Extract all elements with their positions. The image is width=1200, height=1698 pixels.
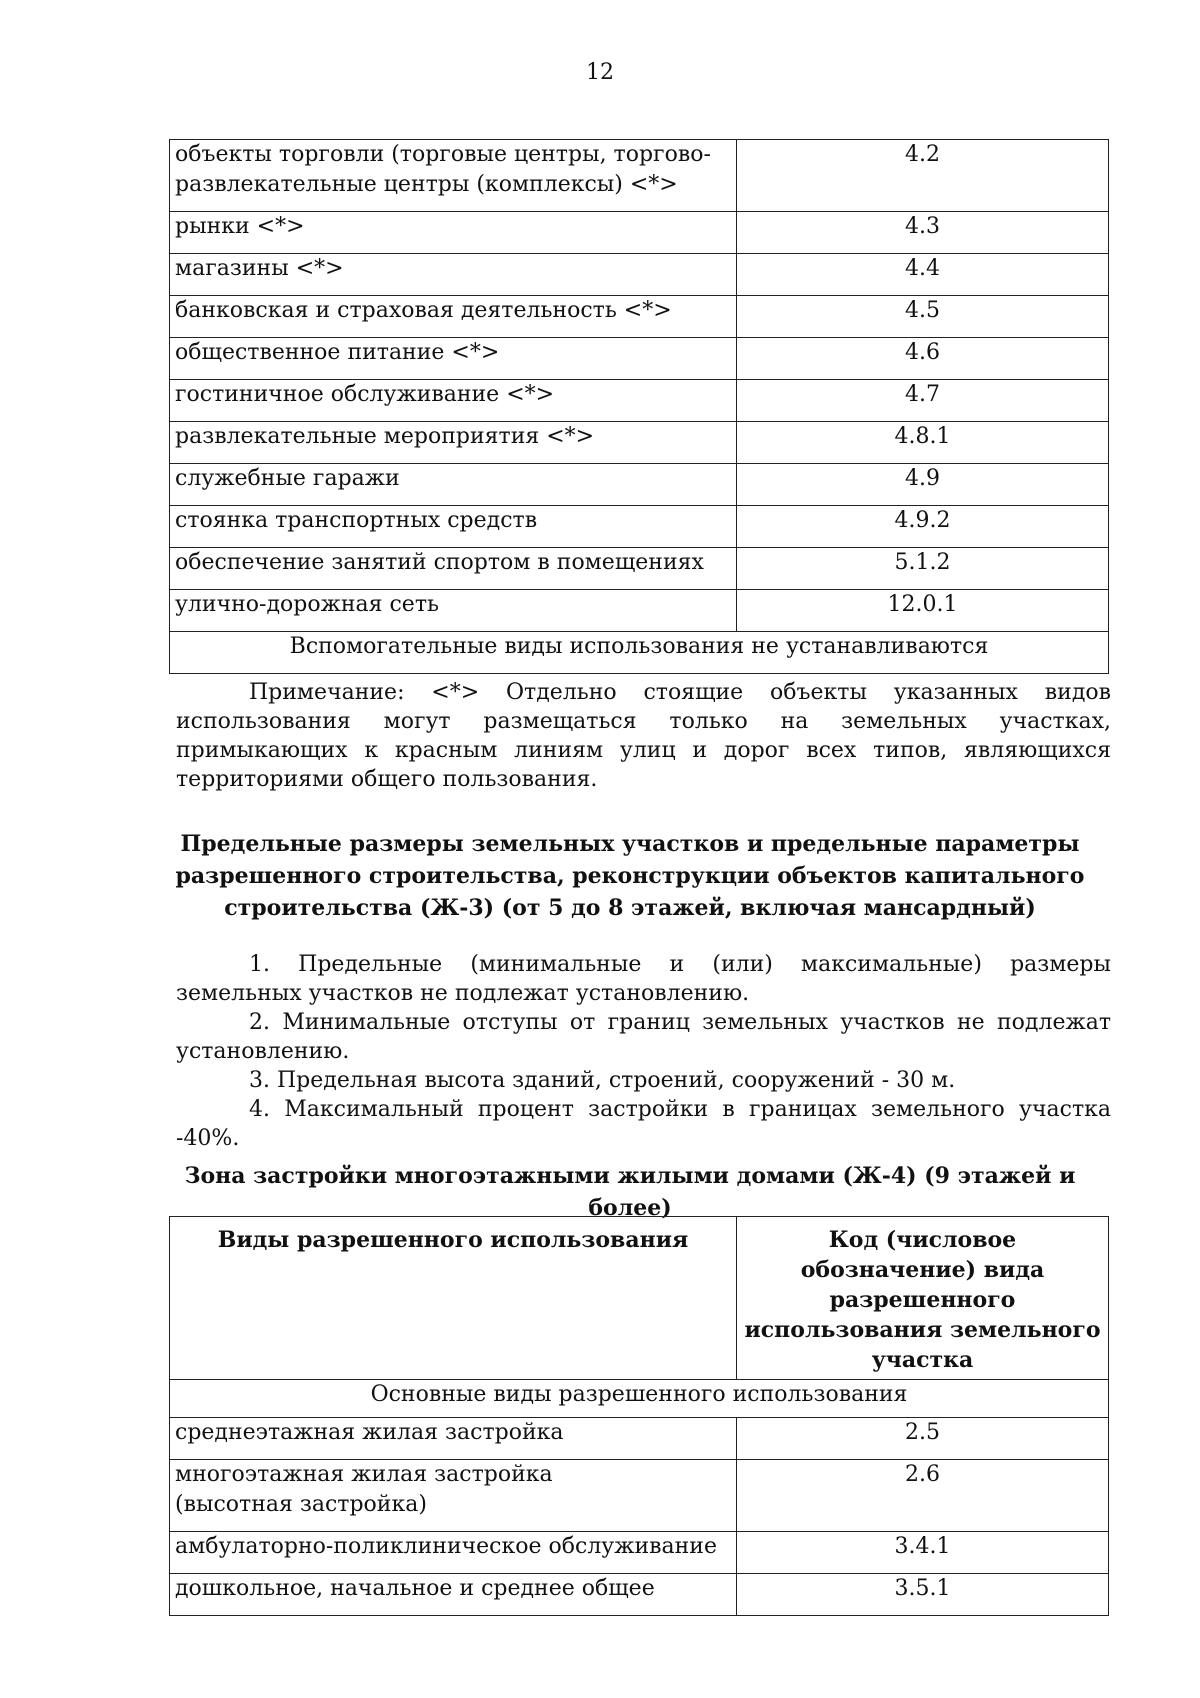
use-code: 4.5 [737,296,1109,338]
list-item: 2. Минимальные отступы от границ земельных участков не подлежат установлению. [176,1010,1111,1064]
table-row [170,338,1109,380]
use-code: 12.0.1 [737,590,1109,632]
table-row [170,1460,1109,1532]
use-code: 2.5 [737,1418,1109,1460]
use-name: гостиничное обслуживание <*> [170,380,737,422]
table-header-row [170,1217,1109,1380]
table-row [170,296,1109,338]
table-row [170,140,1109,212]
use-code: 2.6 [737,1460,1109,1532]
section-heading: Предельные размеры земельных участков и предельные параметры разрешенного строительства, реконструкции объектов капитального строительства (Ж-3) (от 5 до 8 этажей, включая мансардный) [175,831,1085,921]
use-code: 4.2 [737,140,1109,212]
table-row [170,1418,1109,1460]
table-row [170,506,1109,548]
use-name: рынки <*> [170,212,737,254]
section-label: Основные виды разрешенного использования [170,1380,1109,1418]
table-row [170,1532,1109,1574]
table-row [170,464,1109,506]
parameters-list [176,950,1111,1153]
use-name: среднеэтажная жилая застройка [170,1418,737,1460]
use-code: 5.1.2 [737,548,1109,590]
section-row [170,1380,1109,1418]
use-code: 4.3 [737,212,1109,254]
table-row [170,212,1109,254]
use-name: дошкольное, начальное и среднее общее [170,1574,737,1616]
use-code: 4.7 [737,380,1109,422]
use-code: 4.6 [737,338,1109,380]
use-name: магазины <*> [170,254,737,296]
column-header-code: Код (числовое обозначение) вида разрешенного использования земельного участка [737,1217,1109,1380]
use-code: 3.5.1 [737,1574,1109,1616]
use-code: 4.9.2 [737,506,1109,548]
use-name: банковская и страховая деятельность <*> [170,296,737,338]
use-code: 4.8.1 [737,422,1109,464]
table-row [170,254,1109,296]
table-row [170,422,1109,464]
table-row [170,1574,1109,1616]
use-name: объекты торговли (торговые центры, торгово-развлекательные центры (комплексы) <*> [170,140,737,212]
use-name: развлекательные мероприятия <*> [170,422,737,464]
use-name: общественное питание <*> [170,338,737,380]
use-code: 4.9 [737,464,1109,506]
use-name: многоэтажная жилая застройка (высотная застройка) [170,1460,737,1532]
use-name: амбулаторно-поликлиническое обслуживание [170,1532,737,1574]
table-row [170,590,1109,632]
permitted-uses-table-zh3 [169,139,1109,674]
use-name: улично-дорожная сеть [170,590,737,632]
table-row [170,380,1109,422]
auxiliary-uses-note: Вспомогательные виды использования не устанавливаются [170,632,1109,674]
use-name: служебные гаражи [170,464,737,506]
page-number: 12 [586,60,614,85]
list-item: 3. Предельная высота зданий, строений, сооружений - 30 м. [249,1068,956,1093]
list-item: 1. Предельные (минимальные и (или) максимальные) размеры земельных участков не подлежат установлению. [176,952,1111,1006]
column-header-name: Виды разрешенного использования [170,1217,737,1380]
use-code: 3.4.1 [737,1532,1109,1574]
footnote: Примечание: <*> Отдельно стоящие объекты указанных видов использования могут размещаться только на земельных участках, примыкающих к красным линиям улиц и дорог всех типов, являющихся территориями общего пользования. [176,680,1111,792]
use-name: стоянка транспортных средств [170,506,737,548]
use-name: обеспечение занятий спортом в помещениях [170,548,737,590]
permitted-uses-table-zh4 [169,1216,1109,1616]
table-row [170,548,1109,590]
use-code: 4.4 [737,254,1109,296]
list-item: 4. Максимальный процент застройки в границах земельного участка -40%. [176,1097,1111,1151]
table-row [170,632,1109,674]
zone-heading: Зона застройки многоэтажными жилыми домами (Ж-4) (9 этажей и более) [184,1163,1076,1221]
